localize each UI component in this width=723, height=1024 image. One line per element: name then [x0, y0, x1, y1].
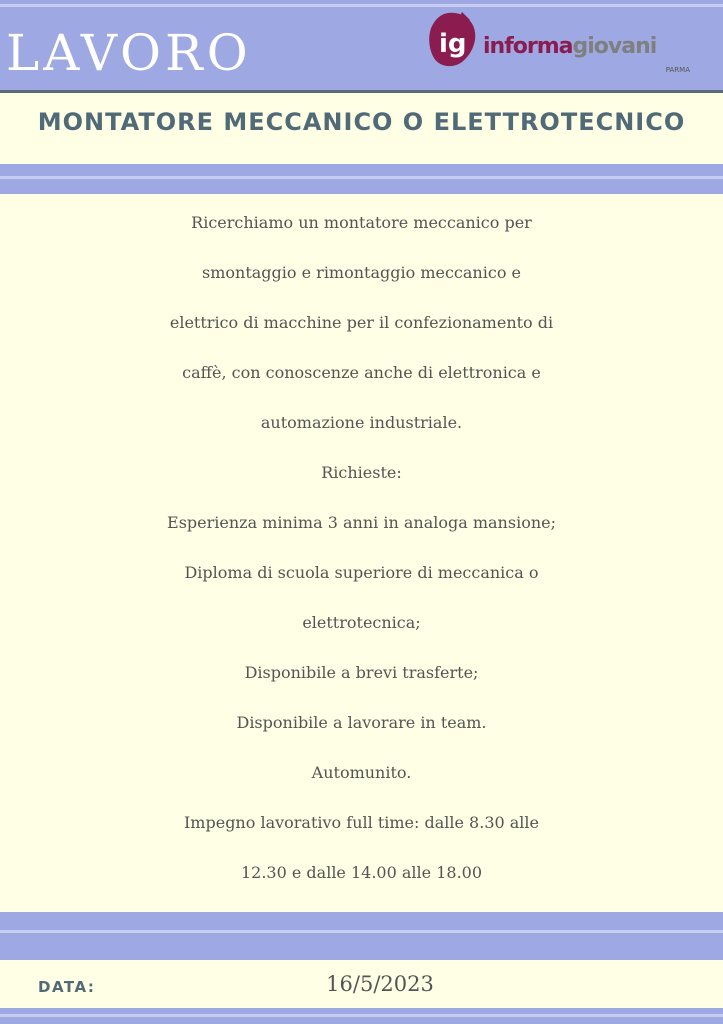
logo-subtitle: PARMA	[665, 66, 690, 74]
description-line: automazione industriale.	[260, 413, 463, 432]
description-line: caffè, con conoscenze anche di elettronica e	[182, 363, 541, 382]
logo-text-secondary: giovani	[572, 34, 657, 59]
bottom-separator-stripe	[0, 930, 723, 933]
description-line: Richieste:	[321, 463, 402, 482]
page-title: LAVORO	[6, 24, 252, 82]
logo-mark-letters: ig	[439, 29, 467, 59]
informagiovani-logo-icon	[426, 10, 484, 72]
description-line: elettrico di macchine per il confezionamento di	[169, 313, 554, 332]
informagiovani-logo	[426, 10, 696, 76]
top-separator-stripe	[0, 176, 723, 179]
description-line: Disponibile a brevi trasferte;	[244, 663, 479, 682]
footer-band	[0, 1008, 723, 1024]
job-description	[0, 198, 723, 898]
description-line: Automunito.	[311, 763, 412, 782]
header-band	[0, 0, 723, 90]
description-line: 12.30 e dalle 14.00 alle 18.00	[240, 863, 483, 882]
bottom-separator-band	[0, 912, 723, 960]
description-line: Disponibile a lavorare in team.	[236, 713, 487, 732]
top-separator-band	[0, 164, 723, 194]
footer-stripe	[0, 1014, 723, 1017]
header-stripe	[0, 4, 723, 7]
logo-text-primary: informa	[483, 34, 573, 59]
description-line: elettrotecnica;	[302, 613, 421, 632]
description-line: Diploma di scuola superiore di meccanica o	[184, 563, 539, 582]
header-divider	[0, 90, 723, 93]
description-line: Esperienza minima 3 anni in analoga mansione;	[167, 513, 556, 532]
description-line: smontaggio e rimontaggio meccanico e	[202, 263, 521, 282]
description-line: Ricerchiamo un montatore meccanico per	[191, 213, 532, 232]
job-title: MONTATORE MECCANICO O ELETTROTECNICO	[37, 108, 686, 136]
logo-wordmark	[483, 34, 656, 59]
date-label: DATA:	[38, 978, 96, 996]
date-value: 16/5/2023	[326, 972, 434, 996]
description-line: Impegno lavorativo full time: dalle 8.30 alle	[183, 813, 540, 832]
